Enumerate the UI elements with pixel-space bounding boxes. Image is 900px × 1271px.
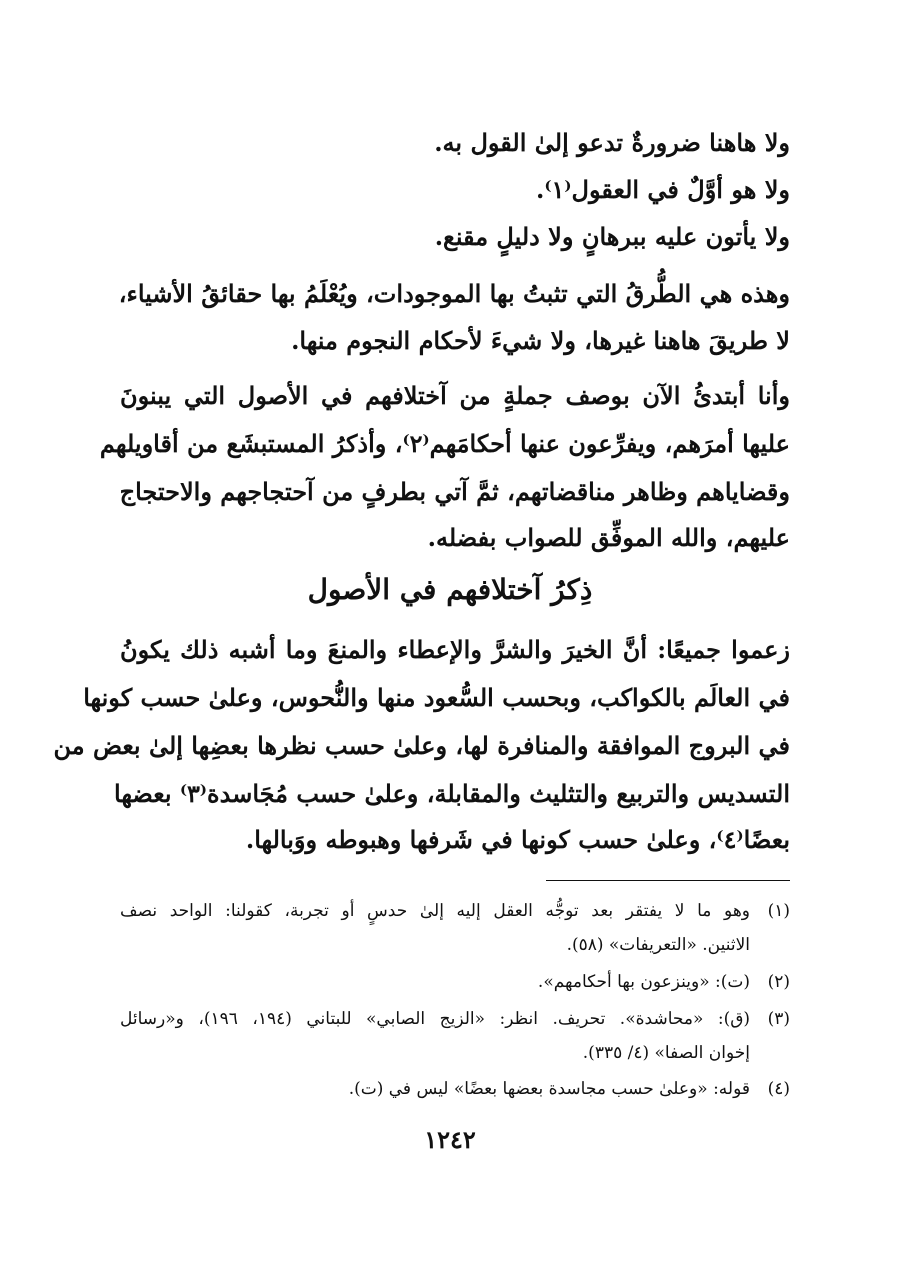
text-line: وهذه هي الطُّرقُ التي تثبتُ بها الموجودات، ويُعْلَمُ بها حقائقُ الأشياء، (118, 279, 790, 308)
footnote-number: (٤) (767, 1079, 790, 1099)
text-line: وأنا أبتدئُ الآن بوصف جملةٍ من آختلافهم في الأصول التي يبنونَ (120, 381, 790, 410)
text-line: التسديس والتربيع والتثليث والمقابلة، وعلىٰ حسب مُجَاسدة⁽٣⁾ بعضها (114, 779, 790, 808)
text-line: في العالَم بالكواكب، وبحسب السُّعود منها والنُّحوس، وعلىٰ حسب كونها (83, 683, 790, 712)
section-heading: ذِكرُ آختلافهم في الأصول (307, 573, 593, 606)
text-line: وقضاياهم وظاهر مناقضاتهم، ثمَّ آتي بطرفٍ من آحتجاجهم والاحتجاج (119, 477, 790, 506)
text-line: عليهم، والله الموفِّق للصواب بفضله. (427, 523, 790, 552)
footnote (120, 1004, 790, 1034)
footnote-text: (ق): «محاشدة». تحريف. انظر: «الزيج الصابي» للبتاني (١٩٤، ١٩٦)، و«رسائل (120, 1009, 751, 1029)
text-line: ولا هو أوَّلٌ في العقول⁽١⁾. (535, 175, 790, 204)
text-line: في البروج الموافقة والمنافرة لها، وعلىٰ حسب نظرها بعضِها إلىٰ بعض من (53, 731, 790, 760)
footnote-number: (٢) (767, 972, 790, 992)
text-line: زعموا جميعًا: أنَّ الخيرَ والشرَّ والإعطاء والمنعَ وما أشبه ذلك يكونُ (120, 635, 790, 664)
footnote-text: قوله: «وعلىٰ حسب مجاسدة بعضها بعضًا» ليس في (ت). (348, 1079, 750, 1099)
footnote (120, 896, 790, 926)
footnote-number: (٣) (767, 1009, 791, 1029)
footnote (538, 967, 790, 997)
footnote-text: وهو ما لا يفتقر بعد توجُّه العقل إليه إلىٰ حدسٍ أو تجربة، كقولنا: الواحد نصف (120, 901, 750, 921)
footnote-separator (546, 880, 790, 881)
text-line: ولا هاهنا ضرورةٌ تدعو إلىٰ القول به. (434, 128, 790, 157)
footnote-number: (١) (767, 901, 790, 921)
page-number: ١٢٤٢ (424, 1125, 476, 1154)
footnote-continuation: الاثنين. «التعريفات» (٥٨). (566, 935, 750, 955)
footnote (349, 1074, 790, 1104)
footnote-continuation: إخوان الصفا» (٤/ ٣٣٥). (582, 1043, 750, 1063)
text-line: لا طريقَ هاهنا غيرها، ولا شيءَ لأحكام النجوم منها. (291, 326, 790, 355)
text-line: عليها أمرَهم، ويفرِّعون عنها أحكامَهم⁽٢⁾، وأذكرُ المستبشَع من أقاويلهم (99, 429, 790, 458)
text-line: بعضًا⁽٤⁾، وعلىٰ حسب كونها في شَرفها وهبوطه ووَبالها. (245, 825, 790, 854)
text-line: ولا يأتون عليه ببرهانٍ ولا دليلٍ مقنع. (434, 222, 790, 251)
footnote-text: (ت): «وينزعون بها أحكامهم». (537, 972, 750, 992)
